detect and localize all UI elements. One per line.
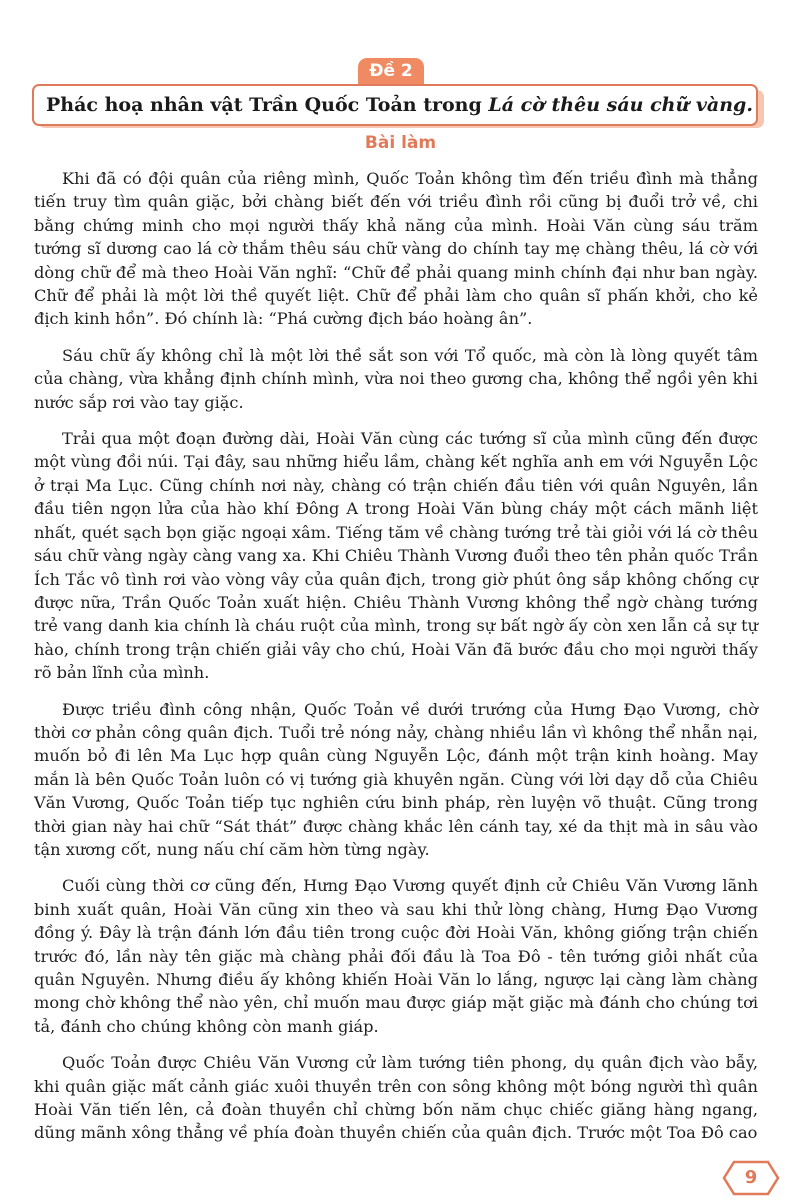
essay-paragraph: Khi đã có đội quân của riêng mình, Quốc Toản không tìm đến triều đình mà thẳng tiến truy tìm quân giặc, bởi chàng biết đến với triều đình rồi cũng bị đuổi trở về, chi bằng chứng minh cho mọi người thấy khả năng của mình. Hoài Văn cùng sáu trăm tướng sĩ dương cao lá cờ thắm thêu sáu chữ vàng do chính tay mẹ chàng thêu, lá cờ với dòng chữ để mà theo Hoài Văn nghĩ: “Chữ để phải quang minh chính đại như ban ngày. Chữ để phải là một lời thề quyết liệt. Chữ để phải làm cho quân sĩ phấn khởi, cho kẻ địch kinh hồn”. Đó chính là: “Phá cường địch báo hoàng ân”. bbox=[34, 169, 758, 329]
essay-paragraph: Trải qua một đoạn đường dài, Hoài Văn cùng các tướng sĩ của mình cũng đến được một vùng đồi núi. Tại đây, sau những hiểu lầm, chàng kết nghĩa anh em với Nguyễn Lộc ở trại Ma Lục. Cũng chính nơi này, chàng có trận chiến đầu tiên với quân Nguyên, lần đầu tiên ngọn lửa của hào khí Đông A trong Hoài Văn bùng cháy một cách mãnh liệt nhất, quét sạch bọn giặc ngoại xâm. Tiếng tăm về chàng tướng trẻ tài giỏi với lá cờ thêu sáu chữ vàng ngày càng vang xa. Khi Chiêu Thành Vương đuổi theo tên phản quốc Trần Ích Tắc vô tình rơi vào vòng vây của quân địch, trong giờ phút ông sắp không chống cự được nữa, Trần Quốc Toản xuất hiện. Chiêu Thành Vương không thể ngờ chàng tướng trẻ vang danh kia chính là cháu ruột của mình, trong sự bất ngờ ấy còn xen lẫn cả sự tự hào, chính trong trận chiến giải vây cho chú, Hoài Văn đã bước đầu cho mọi người thấy rõ bản lĩnh của mình. bbox=[34, 429, 758, 683]
essay-paragraph: Được triều đình công nhận, Quốc Toản về dưới trướng của Hưng Đạo Vương, chờ thời cơ phản công quân địch. Tuổi trẻ nóng nảy, chàng nhiều lần vì không thể nhẫn nại, muốn bỏ đi lên Ma Lục hợp quân cùng Nguyễn Lộc, đánh một trận kinh hoàng. May mắn là bên Quốc Toản luôn có vị tướng già khuyên ngăn. Cùng với lời dạy dỗ của Chiêu Văn Vương, Quốc Toản tiếp tục nghiên cứu binh pháp, rèn luyện võ thuật. Cũng trong thời gian này hai chữ “Sát thát” được chàng khắc lên cánh tay, xé da thịt mà in sâu vào tận xương cốt, nung nấu chí căm hờn từng ngày. bbox=[34, 699, 758, 859]
essay-paragraph: Quốc Toản được Chiêu Văn Vương cử làm tướng tiên phong, dụ quân địch vào bẫy, khi quân giặc mất cảnh giác xuôi thuyền trên con sông không một bóng người thì quân Hoài Văn tiến lên, cả đoàn thuyền chỉ chừng bốn năm chục chiếc giăng hàng ngang, dũng mãnh xông thẳng về phía đoàn thuyền chiến của quân địch. Trước một Toa Đô cao bbox=[34, 1053, 758, 1143]
page-number-badge bbox=[722, 1160, 780, 1196]
page-number: 9 bbox=[744, 1167, 758, 1188]
exercise-tag: Đề 2 bbox=[358, 58, 424, 84]
essay-body bbox=[34, 167, 758, 1158]
exercise-title-box bbox=[32, 84, 758, 126]
essay-heading: Bài làm bbox=[364, 133, 437, 153]
exercise-title bbox=[46, 86, 753, 124]
exercise-title-plain: Phác hoạ nhân vật Trần Quốc Toản trong bbox=[46, 94, 489, 116]
essay-paragraph: Cuối cùng thời cơ cũng đến, Hưng Đạo Vương quyết định cử Chiêu Văn Vương lãnh binh xuất quân, Hoài Văn cũng xin theo và sau khi thử lòng chàng, Hưng Đạo Vương đồng ý. Đây là trận đánh lớn đầu tiên trong cuộc đời Hoài Văn, không giống trận chiến trước đó, lần này tên giặc mà chàng phải đối đầu là Toa Đô - tên tướng giỏi nhất của quân Nguyên. Nhưng điều ấy không khiến Hoài Văn lo lắng, ngược lại càng làm chàng mong chờ không thể nào yên, chỉ muốn mau được giáp mặt giặc mà đánh cho chúng tơi tả, đánh cho chúng không còn manh giáp. bbox=[34, 876, 758, 1036]
exercise-title-italic: Lá cờ thêu sáu chữ vàng. bbox=[488, 94, 753, 116]
essay-paragraph: Sáu chữ ấy không chỉ là một lời thề sắt son với Tổ quốc, mà còn là lòng quyết tâm của chàng, vừa khẳng định chính mình, vừa noi theo gương cha, không thể ngồi yên khi nước sắp rơi vào tay giặc. bbox=[34, 345, 758, 412]
